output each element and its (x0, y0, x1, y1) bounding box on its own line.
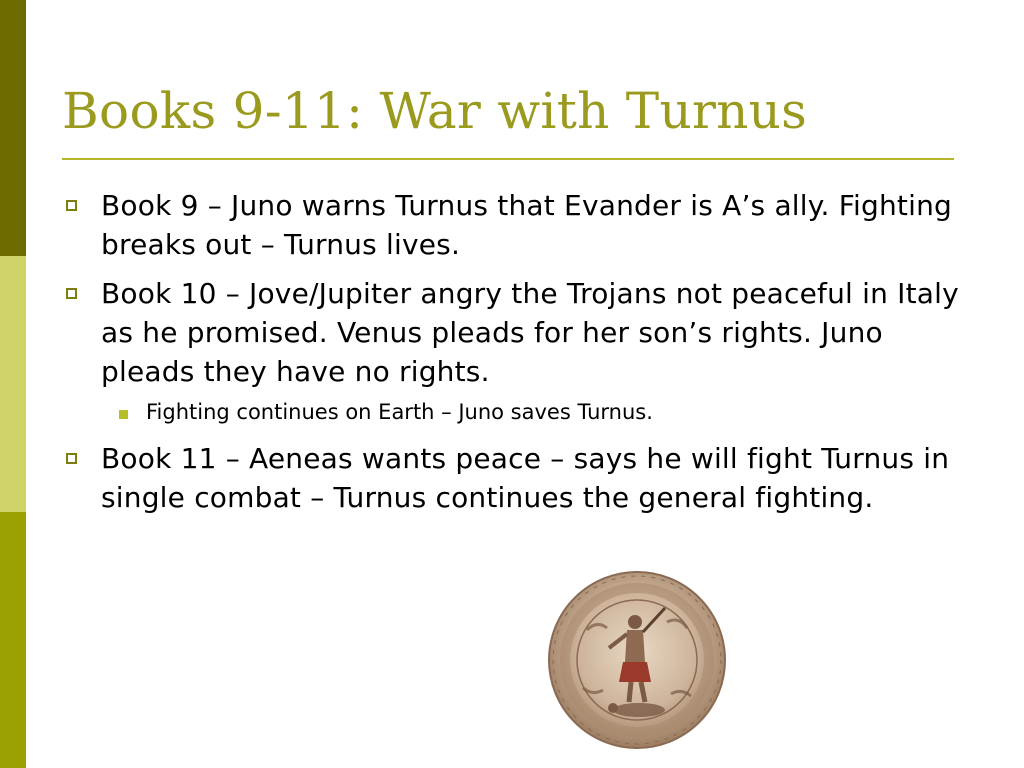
side-bar-bottom (0, 512, 26, 768)
slide-title: Books 9-11: War with Turnus (62, 82, 808, 140)
sub-bullet-item (62, 397, 972, 427)
bullet-list (62, 186, 972, 527)
bullet-text: Book 10 – Jove/Jupiter angry the Trojans not peaceful in Italy as he promised. Venus pleads for her son’s rights. Juno pleads they have no rights. (101, 277, 959, 388)
shield-image (547, 570, 727, 750)
sub-bullet-text: Fighting continues on Earth – Juno saves Turnus. (146, 400, 653, 424)
bullet-item-book-9 (62, 186, 972, 264)
side-bar-top (0, 0, 26, 256)
hollow-square-bullet-icon (66, 200, 77, 211)
bullet-text: Book 9 – Juno warns Turnus that Evander is A’s ally. Fighting breaks out – Turnus lives. (101, 189, 952, 261)
hollow-square-bullet-icon (66, 288, 77, 299)
side-bar-middle (0, 256, 26, 512)
bullet-item-book-10 (62, 274, 972, 391)
hollow-square-bullet-icon (66, 453, 77, 464)
title-rule (62, 158, 954, 160)
filled-square-bullet-icon (119, 410, 128, 419)
bullet-text: Book 11 – Aeneas wants peace – says he will fight Turnus in single combat – Turnus continues the general fighting. (101, 442, 950, 514)
bullet-item-book-11 (62, 439, 972, 517)
